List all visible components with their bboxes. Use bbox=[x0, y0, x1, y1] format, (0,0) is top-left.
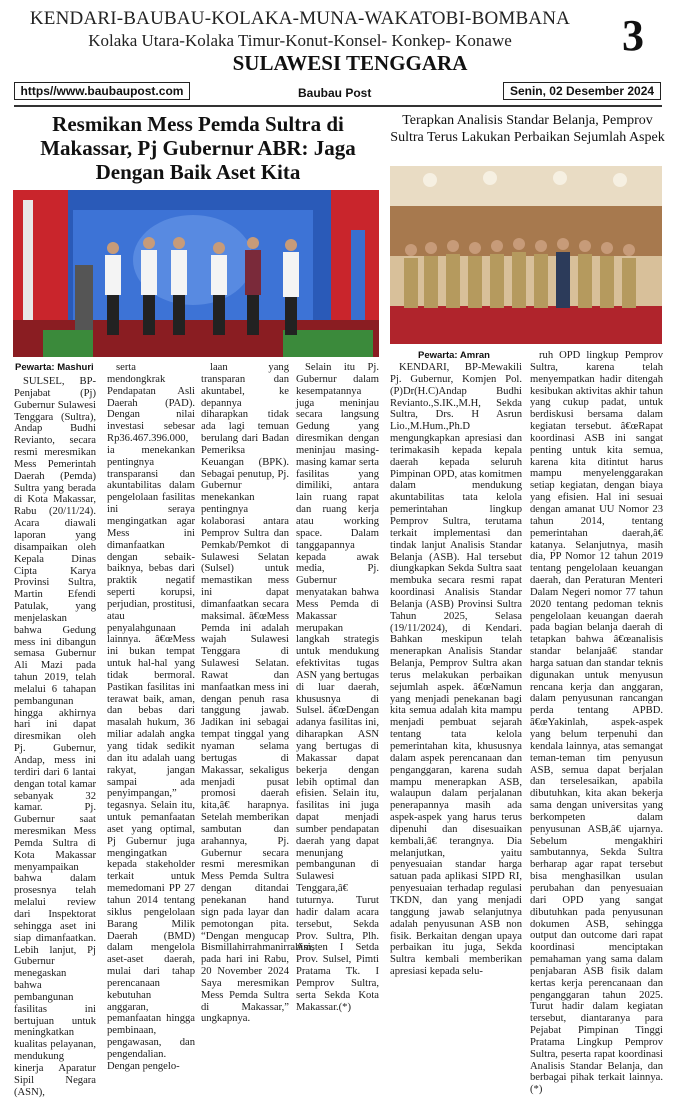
article2-column-2 bbox=[530, 350, 663, 1096]
header-subregions-line: Kolaka Utara-Kolaka Timur-Konut-Konsel- Konkep- Konawe bbox=[88, 31, 512, 50]
article2-column-1 bbox=[390, 362, 522, 978]
issue-date: Senin, 02 Desember 2024 bbox=[503, 82, 661, 100]
article2-photo-credit: Pewarta: Amran bbox=[418, 350, 490, 361]
article2-column-2-text: ruh OPD lingkup Pemprov Sultra, karena telah menyempatkan hadir ditengah kesibukan aktivitas akhir tahun yang cukup padat, untuk berdiskusi bersama dalam kegiatan tersebut. â€œRapat koordinasi ASB ini sangat penting untuk kita semua, karena kita ditintut harus mampu menyelenggarakan setiap kegiatan, dengan biaya yang efisien. Hal ini sesuai dengan amanat UU Nomor 23 tahun 2014, tentang pemerintahan daerah,â€ katanya. Selanjutnya, masih dia, PP Nomor 12 tahun 2019 tentang pengelolaan keuangan daerah, dan Peraturan Menteri Dalam Negeri nomor 77 tahun 2020 tentang pedoman teknis pengelolaan keuangan daerah pada bagian belanja daerah di tetapkan bahwa â€œanalisis standar belanjaâ€ standar harga satuan dan standar teknis digunakan untuk menyusun rencana kerja dan anggaran, dalam penyusunan rancangan perda tentang APBD. â€œYakinlah, aspek-aspek yang belum terpenuhi dan kendala lainnya, atas semangat teman-teman tim penyusun ASB, semua dapat berjalan dan terselesaikan, apabila dibutuhkan, kita akan bekerja sama dengan universitas yang berkompeten dalam penyusunan ASB,â€ ujarnya. Sebelum mengakhiri sambutannya, Sekda Sultra berharap agar rapat tersebut bisa menghasilkan usulan perubahan dan penyesuaian dari OPD yang sangat dibutuhkan pada penyusunan dokumen ASB, sehingga output dan outcome dari rapat koordinasi menciptakan pemahaman yang sama dalam penjabaran ASB fisik dalam kertas kerja perencanaan dan penganggaran tahun 2025. Turut hadir dalam kegiatan tersebut, diantaranya para Pejabat Pimpinan Tinggi Pratama Lingkup Pemprov Sultra, peserta rapat koordinasi Analisis Standar Belanja, dan berbagai pihak terkait lainnya.(*) bbox=[530, 350, 663, 1096]
article1-photo bbox=[13, 190, 379, 357]
website-url[interactable]: https//www.baubaupost.com bbox=[14, 82, 190, 100]
page-number: 3 bbox=[622, 11, 644, 60]
paper-name: Baubau Post bbox=[298, 86, 372, 100]
province-title: SULAWESI TENGGARA bbox=[232, 51, 468, 75]
inauguration-stage-image bbox=[13, 190, 379, 357]
article1-column-2 bbox=[107, 362, 195, 1073]
article1-column-4 bbox=[296, 362, 379, 1013]
article2-column-1-text: KENDARI, BP-Mewakili Pj. Gubernur, Komjen Pol.(P)Dr(H.C)Andap Budhi Revianto.,S.IK.,M.H, Sekda Sultra, Drs. H Asrun Lio.,M.Hum.,Ph.D mengungkapkan apresiasi dan terimakasih kepada kepala daerah kepada seluruh Pimpinan OPD, atas komitmen dalam mendukung akuntabilitas tata kelola pemerintahan lingkup Pemprov Sultra, terutama terkait implementasi dan tindak lanjut Analisis Standar Belanja (ASB). Hal tersebut diungkapkan Sekda Sultra saat membuka secara resmi rapat koordinasi Analisis Standar Belanja (ASB) Provinsi Sultra Tahun 2025, Selasa (19/11/2024), di Kendari. Bahkan meskipun telah menerapkan Analisis Standar Belanja, Pemprov Sultra akan terus melakukan perbaikan sejumlah aspek. â€œNamun yang menjadi penekanan bagi kita semua adalah kita mampu menjadi pembuat sejarah tentang tata kelola pemerintahan kita, khususnya dalam aspek perencanaan dan penganggaran, karena sudah mampu menerapkan ASB, walaupun dalam perjalanan penerapannya masih ada aspek-aspek yang harus terus dipenuhi dan disesuaikan kembali,â€ terangnya. Dia melanjutkan, yaitu penyesuaian standar harga satuan pada aplikasi SIPD RI, penyesuaian terhadap regulasi TKDN, dan yang menjadi tanggung jawab selanjutnya adalah penyusunan ASB non fisik. Berkaitan dengan upaya perbaikan itu juga, Sekda Sultra kembali memberikan apresiasi kepada selu- bbox=[390, 362, 522, 978]
group-photo-image bbox=[390, 166, 662, 344]
article1-column-1 bbox=[14, 376, 96, 1098]
article1-column-2-text: serta mendongkrak Pendapatan Asli Daerah (PAD). Dengan nilai investasi sebesar Rp36.467.396.000, ia menekankan pentingnya transparansi dan akuntabilitas dalam pengelolaan fasilitas ini seraya mengingatkan agar Mess ini dimanfaatkan dengan sebaik-baiknya, bebas dari praktik negatif seperti korupsi, perjudian, prostitusi, atau penyalahgunaan lainnya. â€œMess ini bukan tempat untuk hal-hal yang tidak bermoral. Pastikan fasilitas ini terawat baik, aman, dan bebas dari masalah hukum, 36 miliar adalah angka yang tidak sedikit dan itu adalah uang rakyat, jangan sampai ada penyimpangan,” tegasnya. Selain itu, untuk pemanfaatan aset yang optimal, Pj Gubernur juga mengingatkan kepada stakeholder terkait untuk memedomani PP 27 tahun 2014 tentang siklus pengelolaan Barang Milik Daerah (BMD) dalam mengelola aset-aset daerah, mulai dari tahap perencanaan kebutuhan anggaran, pemanfaatan hingga pembinaan, pengawasan, dan pengendalian. Dengan pengelo- bbox=[107, 362, 195, 1072]
article2-headline: Terapkan Analisis Standar Belanja, Pemprov Sultra Terus Lakukan Perbaikan Sejumlah Aspek bbox=[390, 113, 665, 145]
article1-column-1-text: SULSEL, BP-Penjabat (Pj) Gubernur Sulawesi Tenggara (Sultra), Andap Budhi Revianto, secara resmi meresmikan Mess Pemerintah Daerah (Pemda) Sultra yang berada di Kota Makassar, Rabu (20/11/24). Acara diawali laporan yang disampaikan oleh Kepala Dinas Cipta Karya Provinsi Sultra, Martin Efendi Patulak, yang menjelaskan bahwa Gedung mess ini dibangun semasa Gubernur Ali Mazi pada tahun 2019, telah melalui 6 tahapan pembangunan hingga akhirnya hari ini dapat diresmikan oleh Pj. Gubernur, Andap, mess ini terdiri dari 6 lantai dengan total kamar sebanyak 32 kamar. Pj. Gubernur saat meresmikan Mess Pemda Sultra di Kota Makassar menyampaikan bahwa dalam prosesnya telah melalui review dari Inspektorat sehingga aset ini siap dimanfaatkan. Lebih lanjut, Pj Gubernur menegaskan bahwa pembangunan fasilitas ini bertujuan untuk meningkatkan kualitas pelayanan, mendukung kinerja Aparatur Sipil Negara (ASN), bbox=[14, 376, 96, 1098]
header-regions-line: KENDARI-BAUBAU-KOLAKA-MUNA-WAKATOBI-BOMBANA bbox=[29, 8, 571, 29]
article1-column-3-text: laan yang transparan dan akuntabel, ke depannya diharapkan tidak ada lagi temuan berulang dari Badan Pemeriksa Keuangan (BPK). Sebagai penutup, Pj. Gubernur menekankan pentingnya kolaborasi antara Pemprov Sultra dan Pemkab/Pemkot di Sulawesi Selatan (Sulsel) untuk memastikan mess ini dapat dimanfaatkan secara maksimal. â€œMess Pemda ini adalah wajah Sulawesi Tenggara di Sulawesi Selatan. Rawat dan manfaatkan mess ini dengan penuh rasa tanggung jawab. Jadikan ini sebagai tempat tinggal yang nyaman selama bertugas di Makassar, sekaligus menjadi pusat promosi daerah kita,â€ harapnya. Setelah memberikan sambutan dan arahannya, Pj. Gubernur secara resmi meresmikan Mess Pemda Sultra dengan ditandai penekanan hand sign pada layar dan pemotongan pita. “Dengan mengucap Bismillahirrahmanirrahim, pada hari ini Rabu, 20 November 2024 Saya meresmikan Mess Pemda Sultra di Makassar,” ungkapnya. bbox=[201, 362, 315, 1025]
article1-column-4-text: Selain itu Pj. Gubernur dalam kesempatannya juga meninjau secara langsung Gedung yang diresmikan dengan meninjau masing-masing kamar serta fasilitas yang dimiliki, antara lain ruang rapat dan ruang kerja atau working space. Dalam tanggapannya kepada awak media, Pj. Gubernur menyatakan bahwa Mess Pemda di Makassar merupakan langkah strategis untuk mendukung efektivitas tugas ASN yang bertugas di luar daerah, khususnya di Sulsel. â€œDengan adanya fasilitas ini, diharapkan ASN yang bertugas di Makassar dapat bekerja dengan lebih optimal dan efisien. Selain itu, fasilitas ini juga dapat menjadi sumber pendapatan daerah yang dapat menunjang pembangunan di Sulawesi Tenggara,â€ tuturnya. Turut hadir dalam acara tersebut, Sekda Prov. Sultra, Plh. Asisten I Setda Prov. Sulsel, Pimti Pratama Tk. I Pemprov Sultra, serta Sekda Kota Makassar.(*) bbox=[296, 362, 379, 1013]
article1-headline: Resmikan Mess Pemda Sultra di Makassar, Pj Gubernur ABR: Jaga Dengan Baik Aset Kita bbox=[40, 112, 356, 184]
article1-column-3 bbox=[201, 362, 315, 1025]
header-divider bbox=[14, 105, 662, 107]
article1-photo-credit: Pewarta: Mashuri bbox=[15, 362, 94, 373]
article2-photo bbox=[390, 166, 662, 344]
